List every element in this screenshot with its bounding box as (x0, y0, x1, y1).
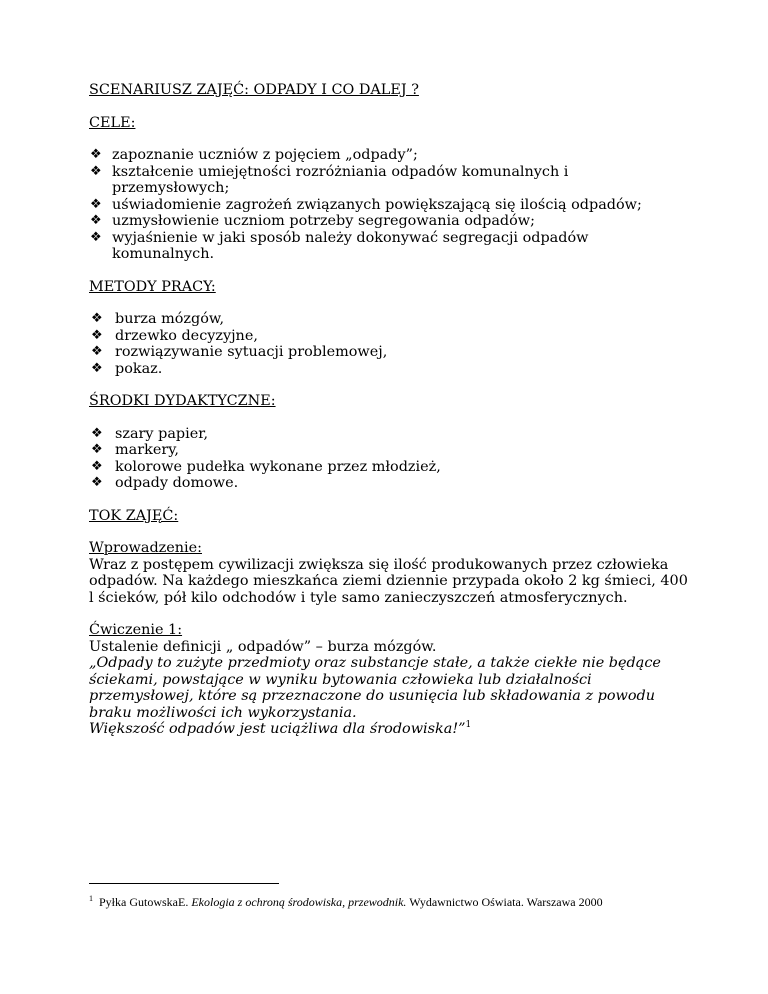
list-item: ❖ rozwiązywanie sytuacji problemowej, (91, 344, 388, 360)
srodki-list (89, 426, 689, 492)
list-item: ❖ szary papier, (91, 425, 209, 442)
list-item: ❖ pokaz. (91, 360, 163, 377)
list-item: ❖ wyjaśnienie w jaki sposób należy dokonywać segregacji odpadów komunalnych. (90, 229, 589, 262)
list-item: ❖ markery, (91, 442, 180, 458)
diamond-bullet-icon: ❖ (90, 147, 102, 162)
metody-list (89, 311, 689, 377)
diamond-bullet-icon: ❖ (91, 360, 103, 376)
document-body (89, 82, 689, 738)
definition-quote-closing: Większość odpadów jest uciążliwa dla środowiska!”$^1$ (89, 720, 472, 737)
footnote-reference[interactable]: 1 (465, 720, 472, 731)
footnote-number: 1 (89, 894, 93, 903)
exercise-text: Ustalenie definicji „ odpadów” – burza mózgów. (89, 638, 437, 655)
list-item: ❖ zapoznanie uczniów z pojęciem „odpady”; (90, 147, 418, 163)
list-item: ❖ kolorowe pudełka wykonane przez młodzież, (91, 458, 441, 475)
diamond-bullet-icon: ❖ (90, 196, 102, 212)
diamond-bullet-icon: ❖ (90, 163, 102, 179)
diamond-bullet-icon: ❖ (91, 425, 103, 441)
section-heading-cele: CELE: (89, 114, 136, 131)
list-item: ❖ kształcenie umiejętności rozróżniania odpadów komunalnych i przemysłowych; (90, 163, 569, 196)
diamond-bullet-icon: ❖ (91, 475, 103, 490)
footnote-title: Ekologia z ochroną środowiska, przewodnik. (191, 895, 407, 909)
exercise-label: Ćwiczenie 1: (89, 622, 183, 638)
intro-label: Wprowadzenie: (89, 540, 202, 556)
section-heading-srodki: ŚRODKI DYDAKTYCZNE: (89, 393, 276, 409)
list-item: ❖ uświadomienie zagrożeń związanych powiększającą się ilością odpadów; (90, 196, 642, 213)
diamond-bullet-icon: ❖ (91, 344, 103, 359)
footnote (89, 895, 709, 909)
list-item: ❖ burza mózgów, (91, 311, 225, 327)
diamond-bullet-icon: ❖ (91, 442, 103, 457)
diamond-bullet-icon: ❖ (90, 229, 102, 245)
footnote-author: Pyłka GutowskaE. (99, 895, 189, 909)
footnote-separator (89, 883, 279, 884)
diamond-bullet-icon: ❖ (91, 311, 103, 326)
diamond-bullet-icon: ❖ (91, 327, 103, 343)
list-item: ❖ drzewko decyzyjne, (91, 327, 258, 344)
document-title: SCENARIUSZ ZAJĘĆ: ODPADY I CO DALEJ ? (89, 82, 419, 98)
footnote-publisher: Wydawnictwo Oświata. Warszawa 2000 (409, 895, 603, 909)
section-heading-metody: METODY PRACY: (89, 278, 216, 295)
list-item: ❖ odpady domowe. (91, 475, 239, 491)
section-heading-tok: TOK ZAJĘĆ: (89, 507, 179, 524)
list-item: ❖ uzmysłowienie uczniom potrzeby segregowania odpadów; (90, 213, 535, 229)
definition-quote: „Odpady to zużyte przedmioty oraz substancje stałe, a także ciekłe nie będące ściekami, powstające w wyniku bytowania człowieka lub działalności przemysłowej, które są przeznaczone do usunięcia lub składowania z powodu braku możliwości ich wykorzystania. (89, 655, 661, 721)
cele-list (89, 147, 689, 263)
diamond-bullet-icon: ❖ (91, 458, 103, 474)
intro-paragraph: Wraz z postępem cywilizacji zwiększa się ilość produkowanych przez człowieka odpadów. Na każdego mieszkańca ziemi dziennie przypada około 2 kg śmieci, 400 l ścieków, pół kilo odchodów i tyle samo zanieczyszczeń atmosferycznych. (89, 556, 688, 606)
diamond-bullet-icon: ❖ (90, 213, 102, 228)
